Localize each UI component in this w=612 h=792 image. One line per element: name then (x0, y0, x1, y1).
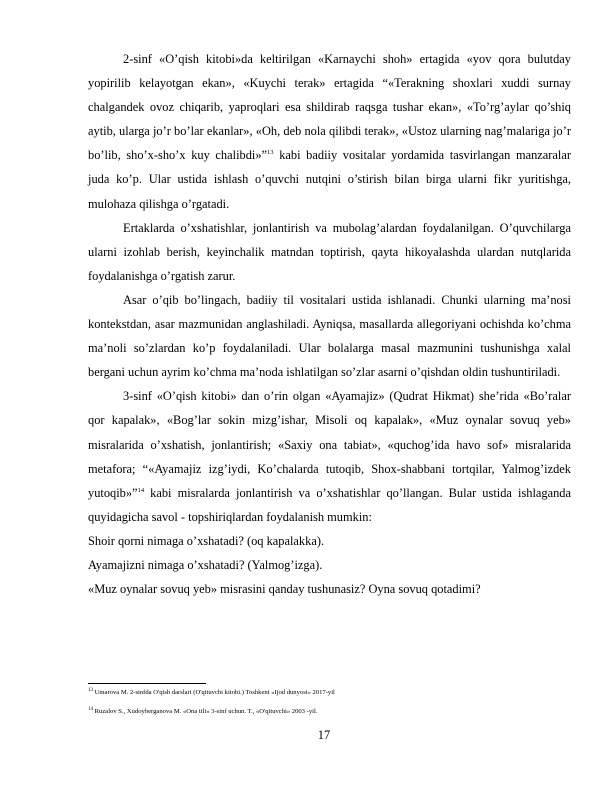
footnote-ref-13: 13 (267, 149, 274, 157)
page-number: 17 (317, 728, 331, 742)
paragraph-1 (88, 47, 571, 216)
footnote-14-text: Ruzalov S., Xudoyberganova M. «Ona tili» 3-sinf uchun. T., «O'qituvchi» 2003 -yil. (93, 708, 318, 715)
footnote-14-number: 14 (88, 707, 93, 712)
paragraph-3: Asar o’qib bo’lingach, badiiy til vositalari ustida ishlanadi. Chunki ularning ma’nosi kontekstdan, asar mazmunidan anglashiladi. Ayniqsa, masallarda allegoriyani ochishda ko’chma ma’noli so’zlardan ko’p foydalaniladi. Ular bolalarga masal mazmunini tushunishga xalal bergani uchun ayrim ko’chma ma’noda ishlatilgan so’zlar asarni o’qishdan oldin tushuntiriladi. (88, 292, 571, 380)
footnote-ref-14: 14 (137, 486, 145, 494)
paragraph-4-text-cont: kabi misralarda jonlantirish va o’xshatishlar qo’llangan. Bular ustida ishlaganda quyidagicha savol - topshiriqlardan foydalanish mumkin: (88, 485, 571, 524)
question-line-2: Ayamajizni nimaga o’xshatadi? (Yalmog’izga). (88, 557, 323, 572)
footnote-14 (88, 707, 571, 716)
question-line-1: Shoir qorni nimaga o’xshatadi? (oq kapalakka). (88, 533, 325, 548)
paragraph-2: Ertaklarda o’xshatishlar, jonlantirish va mubolag’alardan foydalanilgan. O’quvchilarga ularni izohlab berish, keyinchalik matndan toptirish, qayta hikoyalashda ulardan nutqlarida foydalanishga o’rgatish zarur. (88, 220, 571, 283)
document-body (88, 47, 571, 601)
footnote-separator (88, 683, 206, 684)
paragraph-1-text: 2-sinf «O’qish kitobi»da keltirilgan «Karnaychi shoh» ertagida «yov qora bulutday yopirilib kelayotgan ekan», «Kuychi terak» ertagida “«Terakning shoxlari xuddi surnay chalgandek ovoz chiqarib, yaproqlari esa shildirab raqsga tushar ekan», «To’rg’aylar qo’shiq aytib, ularga jo’r bo’lar ekanlar», «Oh, deb nola qilibdi terak», «Ustoz ularning nag’malariga jo’r bo’lib, sho’x-sho’x kuy chalibdi»” (88, 52, 571, 163)
paragraph-4 (88, 384, 571, 529)
paragraph-1-text-cont: kabi badiiy vositalar yordamida tasvirlangan manzaralar juda ko’p. Ular ustida ishlash o’quvchi nutqini o’stirish bilan birga ularni fikr yuritishga, mulohaza qilishga o’rgatadi. (88, 148, 571, 211)
paragraph-4-text: 3-sinf «O’qish kitobi» dan o’rin olgan «Ayamajiz» (Qudrat Hikmat) she’rida «Bo’ralar qor kapalak», «Bog’lar sokin mizg’ishar, Misoli oq kapalak», «Muz oynalar sovuq yeb» misralarida o’xshatish, jonlantirish; «Saxiy ona tabiat», «quchog’ida havo sof» misralarida metafora; “«Ayamajiz izg’iydi, Ko’chalarda tutoqib, Shox-shabbani tortqilar, Yalmog’izdek yutoqib»” (88, 389, 571, 500)
footnote-13 (88, 688, 571, 697)
footnote-13-number: 13 (88, 688, 93, 693)
footnote-13-text: Umarova M. 2-sinfda O'qish darslari (O'qituvchi kitobi.) Toshkent «Ijod dunyosi» 2017-yil (93, 689, 335, 696)
question-line-3: «Muz oynalar sovuq yeb» misrasini qanday tushunasiz? Oyna sovuq qotadimi? (88, 582, 481, 597)
